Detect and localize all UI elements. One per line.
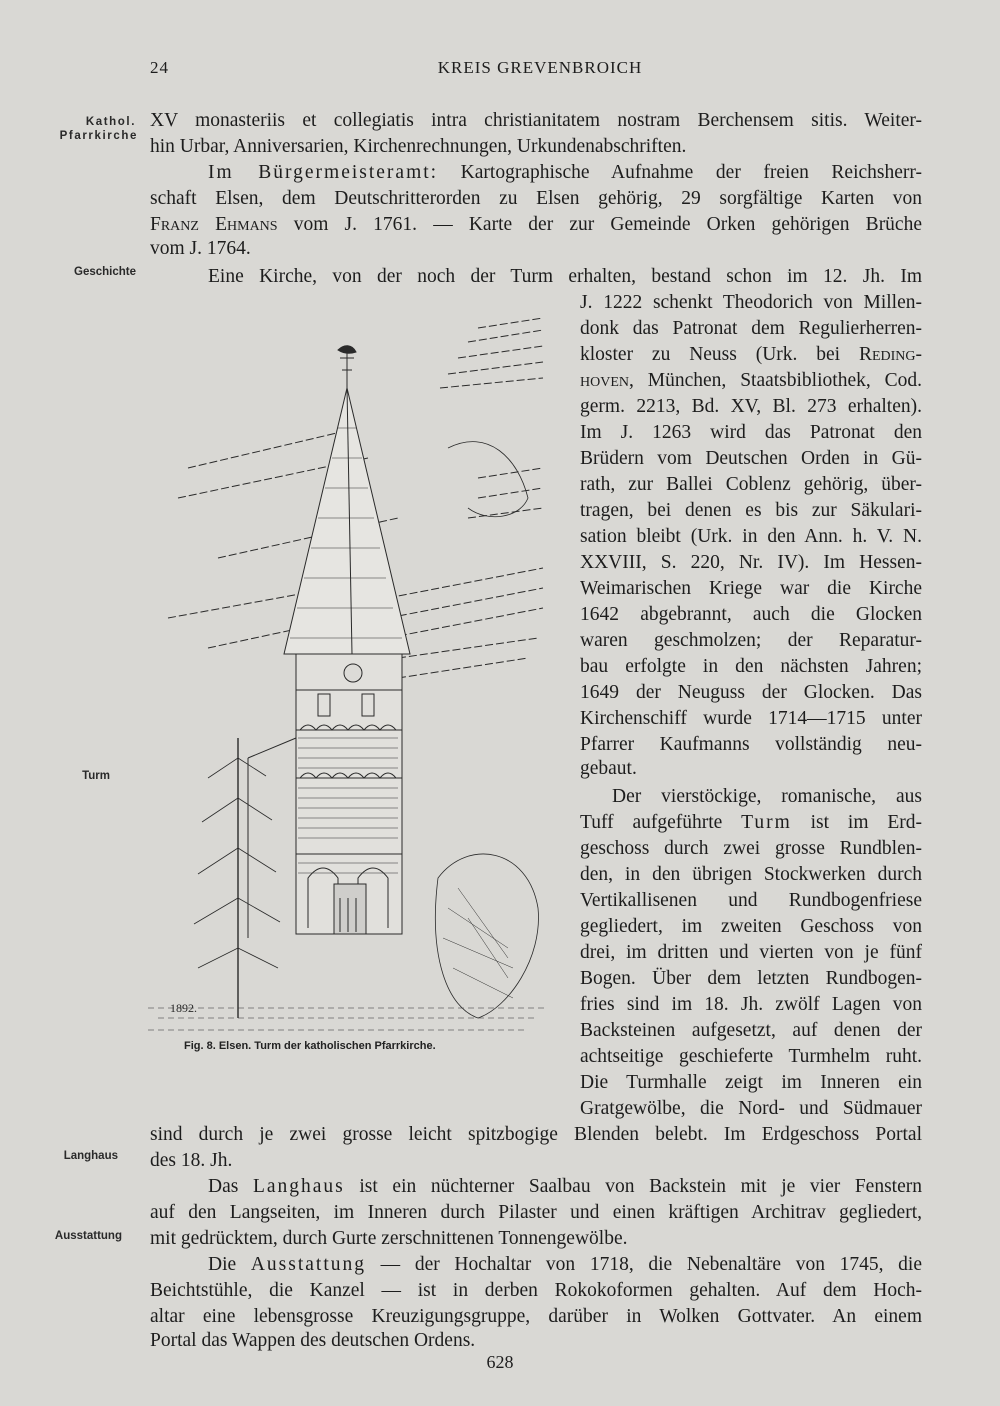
text-line: hin Urbar, Anniversarien, Kirchenrechnungen, Urkundenabschriften.	[150, 136, 687, 157]
spaced-term: Turm	[741, 812, 792, 833]
margin-note-turm: Turm	[82, 770, 110, 782]
text-line: 1642 abgebrannt, auch die Glocken	[580, 604, 922, 625]
text-line: Eine Kirche, von der noch der Turm erhalten, bestand schon im 12. Jh. Im	[208, 266, 922, 287]
text-line: Kirchenschiff wurde 1714—1715 unter	[580, 708, 922, 729]
text-line: Pfarrer Kaufmanns vollständig neu-	[580, 734, 922, 755]
text-line: sind durch je zwei grosse leicht spitzbogige Blenden belebt. Im Erdgeschoss Portal	[150, 1124, 922, 1145]
text-line: vom J. 1764.	[150, 238, 251, 259]
text-line: mit gedrücktem, durch Gurte zerschnittenen Tonnengewölbe.	[150, 1228, 628, 1249]
text-line: geschoss durch zwei grosse Rundblen-	[580, 838, 922, 859]
text-line: achtseitige geschieferte Turmhelm ruht.	[580, 1046, 922, 1067]
page-number-header: 24	[150, 58, 169, 77]
text-line: Portal das Wappen des deutschen Ordens.	[150, 1330, 476, 1351]
text-line: altar eine lebensgrosse Kreuzigungsgruppe, darüber in Wolken Gottvater. An einem	[150, 1306, 922, 1327]
text-line: waren geschmolzen; der Reparatur-	[580, 630, 922, 651]
text-line: Der vierstöckige, romanische, aus	[612, 786, 922, 807]
text-line: gebaut.	[580, 758, 637, 779]
text-line: sation bleibt (Urk. in den Ann. h. V. N.	[580, 526, 922, 547]
text-line: germ. 2213, Bd. XV, Bl. 273 erhalten).	[580, 396, 922, 417]
text-line: Beichtstühle, die Kanzel — ist in derben Rokokoformen gehalten. Auf dem Hoch-	[150, 1280, 922, 1301]
text-span: — der Hochaltar von 1718, die Nebenaltäre von 1745, die	[366, 1254, 923, 1275]
text-line: XV monasteriis et collegiatis intra christianitatem nostram Berchensem sitis. Weiter-	[150, 110, 922, 131]
text-span: ist ein nüchterner Saalbau von Backstein mit je vier Fenstern	[344, 1176, 922, 1197]
text-line: bau erfolgte in den nächsten Jahren;	[580, 656, 922, 677]
text-line	[208, 1176, 922, 1198]
text-line: fries sind im 18. Jh. zwölf Lagen von	[580, 994, 922, 1015]
text-line	[580, 812, 922, 834]
margin-note-kathol: Kathol.	[85, 116, 136, 128]
spaced-term: Ausstattung	[250, 1254, 366, 1275]
spaced-term: Langhaus	[252, 1176, 345, 1197]
text-line: 1649 der Neuguss der Glocken. Das	[580, 682, 922, 703]
text-span: Die	[208, 1254, 251, 1275]
text-line: Bogen. Über dem letzten Rundbogen-	[580, 968, 922, 989]
margin-note-ausstattung: Ausstattung	[54, 1230, 122, 1242]
margin-note-geschichte: Geschichte	[74, 266, 136, 278]
text-line: XXVIII, S. 220, Nr. IV). Im Hessen-	[580, 552, 922, 573]
figure-caption: Fig. 8. Elsen. Turm der katholischen Pfarrkirche.	[184, 1040, 436, 1052]
margin-note-pfarrkirche: Pfarrkirche	[59, 130, 138, 142]
text-line: donk das Patronat dem Regulierherren-	[580, 318, 922, 339]
text-span: ist im Erd-	[791, 812, 922, 833]
church-tower-illustration	[148, 318, 548, 1038]
margin-note-langhaus: Langhaus	[63, 1150, 118, 1162]
text-span: kloster zu Neuss (Urk. bei	[580, 344, 859, 365]
text-line: schaft Elsen, dem Deutschritterorden zu Elsen gehörig, 29 sorgfältige Karten von	[150, 188, 922, 209]
spaced-term: Im Bürgermeisteramt:	[208, 162, 439, 183]
text-span: Das	[208, 1176, 253, 1197]
text-line: den, in den übrigen Stockwerken durch	[580, 864, 922, 885]
text-line: des 18. Jh.	[150, 1150, 233, 1171]
text-line: Weimarischen Kriege war die Kirche	[580, 578, 922, 599]
text-line: Die Turmhalle zeigt im Inneren ein	[580, 1072, 922, 1093]
text-line: tragen, bei denen es bis zur Säkulari-	[580, 500, 922, 521]
text-line	[150, 214, 922, 236]
author-name: hoven	[580, 370, 629, 391]
author-name: Reding-	[858, 344, 922, 365]
text-line	[580, 344, 922, 366]
text-line: auf den Langseiten, im Inneren durch Pilaster und einen kräftigen Architrav gegliedert,	[150, 1202, 922, 1223]
text-line	[208, 162, 922, 184]
text-line: Gratgewölbe, die Nord- und Südmauer	[580, 1098, 922, 1119]
text-line: Brüdern vom Deutschen Orden in Gü-	[580, 448, 922, 469]
text-span: Kartographische Aufnahme der freien Reichsherr-	[438, 162, 922, 183]
text-span: Tuff aufgeführte	[580, 812, 742, 833]
text-span: , München, Staatsbibliothek, Cod.	[629, 370, 922, 391]
text-line: J. 1222 schenkt Theodorich von Millen-	[580, 292, 922, 313]
text-line: Im J. 1263 wird das Patronat den	[580, 422, 922, 443]
text-line	[208, 1254, 922, 1276]
figure-date-mark: 1892.	[170, 1001, 197, 1015]
text-line	[580, 370, 922, 392]
page-number-footer: 628	[486, 1352, 514, 1372]
text-line: rath, zur Ballei Coblenz gehörig, über-	[580, 474, 922, 495]
text-line: drei, im dritten und vierten von je fünf	[580, 942, 922, 963]
text-line: Backsteinen aufgesetzt, auf denen der	[580, 1020, 922, 1041]
author-name: Franz Ehmans	[150, 214, 278, 235]
text-line: Vertikallisenen und Rundbogenfriese	[580, 890, 922, 911]
text-span: vom J. 1761. — Karte der zur Gemeinde Orken gehörigen Brüche	[277, 214, 922, 235]
text-line: gegliedert, im zweiten Geschoss von	[580, 916, 922, 937]
running-title: KREIS GREVENBROICH	[437, 58, 643, 77]
